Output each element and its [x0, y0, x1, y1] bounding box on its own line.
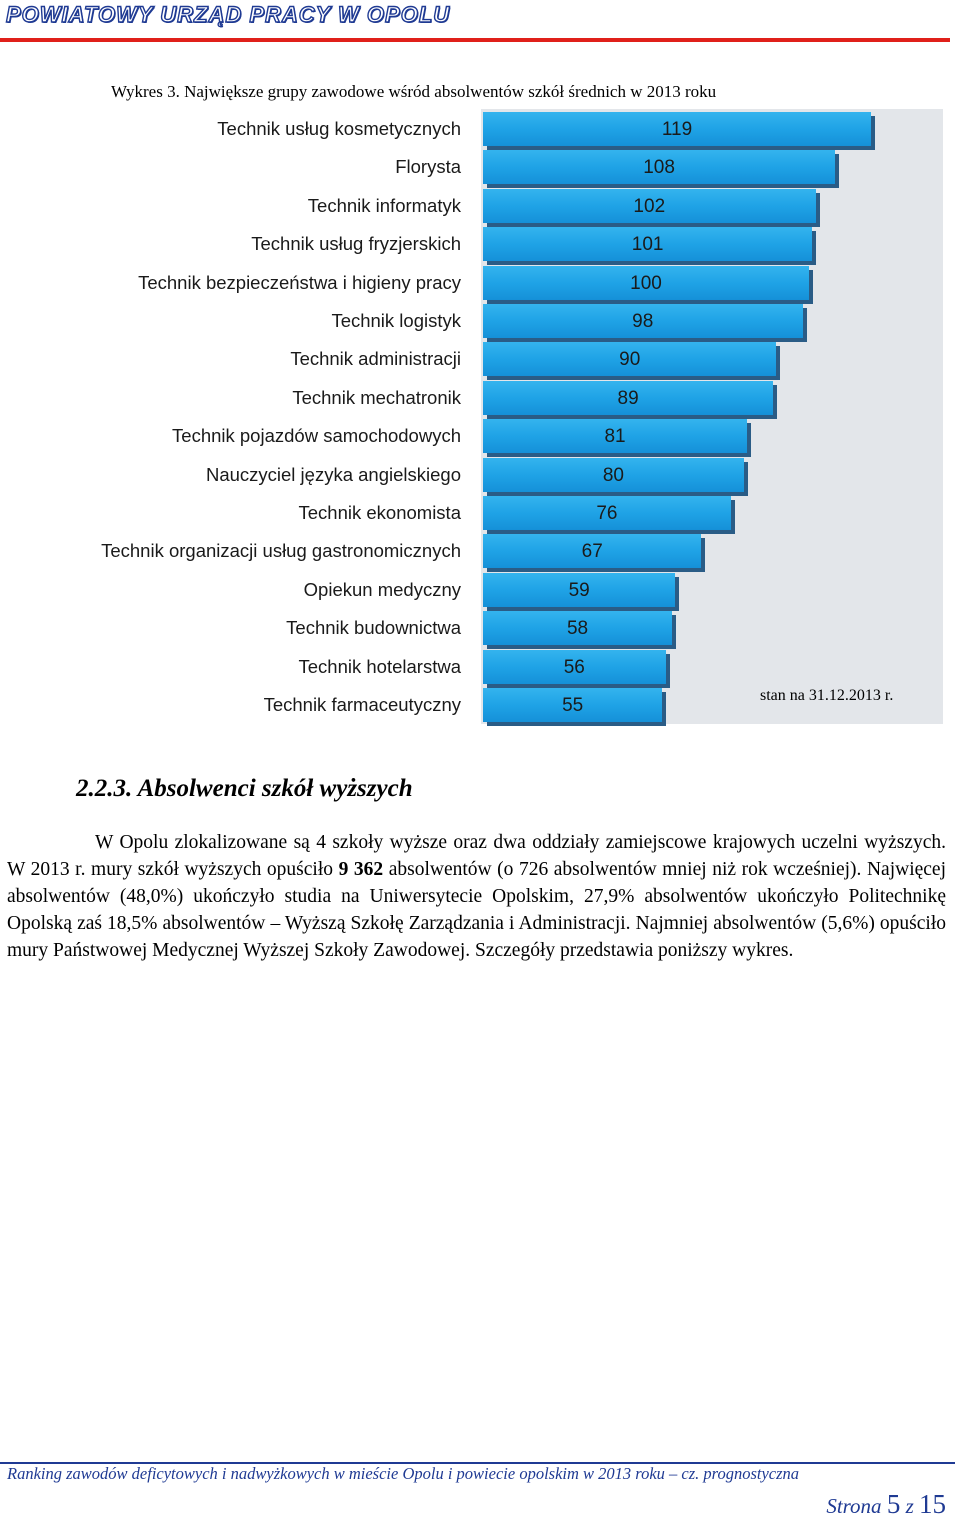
section-paragraph — [7, 829, 946, 964]
header-title: POWIATOWY URZĄD PRACY W OPOLU — [6, 2, 451, 27]
data-label: 90 — [619, 349, 641, 371]
data-label: 102 — [633, 195, 666, 217]
page-current: 5 — [886, 1489, 901, 1519]
data-label: 56 — [563, 656, 585, 678]
category-label: Technik pojazdów samochodowych — [172, 425, 461, 447]
category-label: Technik hotelarstwa — [298, 655, 461, 677]
data-label: 58 — [566, 618, 589, 640]
category-label: Technik ekonomista — [298, 502, 461, 523]
footer-text: Ranking zawodów deficytowych i nadwyżkowych w mieście Opolu i powiecie opolskim w 2013 roku – cz. prognostyczna — [7, 1464, 800, 1483]
data-label: 101 — [631, 234, 664, 256]
data-label: 108 — [643, 157, 675, 179]
section-title: 2.2.3. Absolwenci szkół wyższych — [76, 775, 413, 802]
data-label: 67 — [581, 541, 603, 563]
category-label: Nauczyciel języka angielskiego — [205, 463, 461, 485]
category-label: Technik farmaceutyczny — [263, 694, 461, 715]
chart-caption: Wykres 3. Największe grupy zawodowe wśród absolwentów szkół średnich w 2013 roku — [111, 82, 717, 101]
data-label: 80 — [602, 464, 624, 486]
category-label: Technik informatyk — [307, 194, 461, 216]
category-label: Florysta — [395, 156, 461, 178]
data-label: 55 — [562, 695, 584, 716]
data-label: 81 — [604, 426, 626, 448]
page-number — [826, 1489, 946, 1520]
data-label: 98 — [632, 311, 654, 332]
data-label: 59 — [568, 579, 590, 601]
chart-note: stan na 31.12.2013 r. — [760, 687, 894, 704]
category-label: Opiekun medyczny — [303, 578, 461, 600]
paragraph-text-1: W Opolu zlokalizowane są 4 szkoły wyższe oraz dwa oddziały zamiejscowe krajowych uczelni wyższych. W 2013 r. mury szkół wyższych opuściło — [7, 832, 946, 880]
category-label: Technik usług kosmetycznych — [217, 118, 461, 139]
header-divider — [0, 38, 950, 42]
category-label: Technik budownictwa — [286, 617, 461, 639]
page-total: 15 — [919, 1489, 946, 1519]
category-label: Technik logistyk — [331, 310, 461, 331]
paragraph-text-2: absolwentów (o 726 absolwentów mniej niż rok wcześniej). Najwięcej absolwentów (48,0%) ukończyło studia na Uniwersytecie Opolskim, 27,9% absolwentów ukończyło Politechnikę Opolską zaś 18,5% absolwentów – Wyższą Szkołę Zarządzania i Administracji. Najmniej absolwentów (5,6%) opuściło mury Państwowej Medycznej Wyższej Szkoły Zawodowej. Szczegóły przedstawia poniższy wykres. — [7, 859, 946, 961]
data-label: 76 — [596, 503, 618, 524]
data-label: 119 — [661, 119, 693, 140]
page-prefix: Strona — [826, 1494, 887, 1518]
category-label: Technik bezpieczeństwa i higieny pracy — [138, 271, 461, 293]
data-label: 100 — [630, 272, 662, 294]
category-label: Technik organizacji usług gastronomicznych — [101, 540, 461, 562]
paragraph-highlight-number: 9 362 — [338, 859, 384, 880]
data-label: 89 — [617, 387, 639, 409]
category-label: Technik administracji — [290, 348, 461, 370]
category-label: Technik mechatronik — [292, 386, 461, 408]
page-separator: z — [900, 1494, 919, 1518]
category-label: Technik usług fryzjerskich — [251, 233, 461, 255]
